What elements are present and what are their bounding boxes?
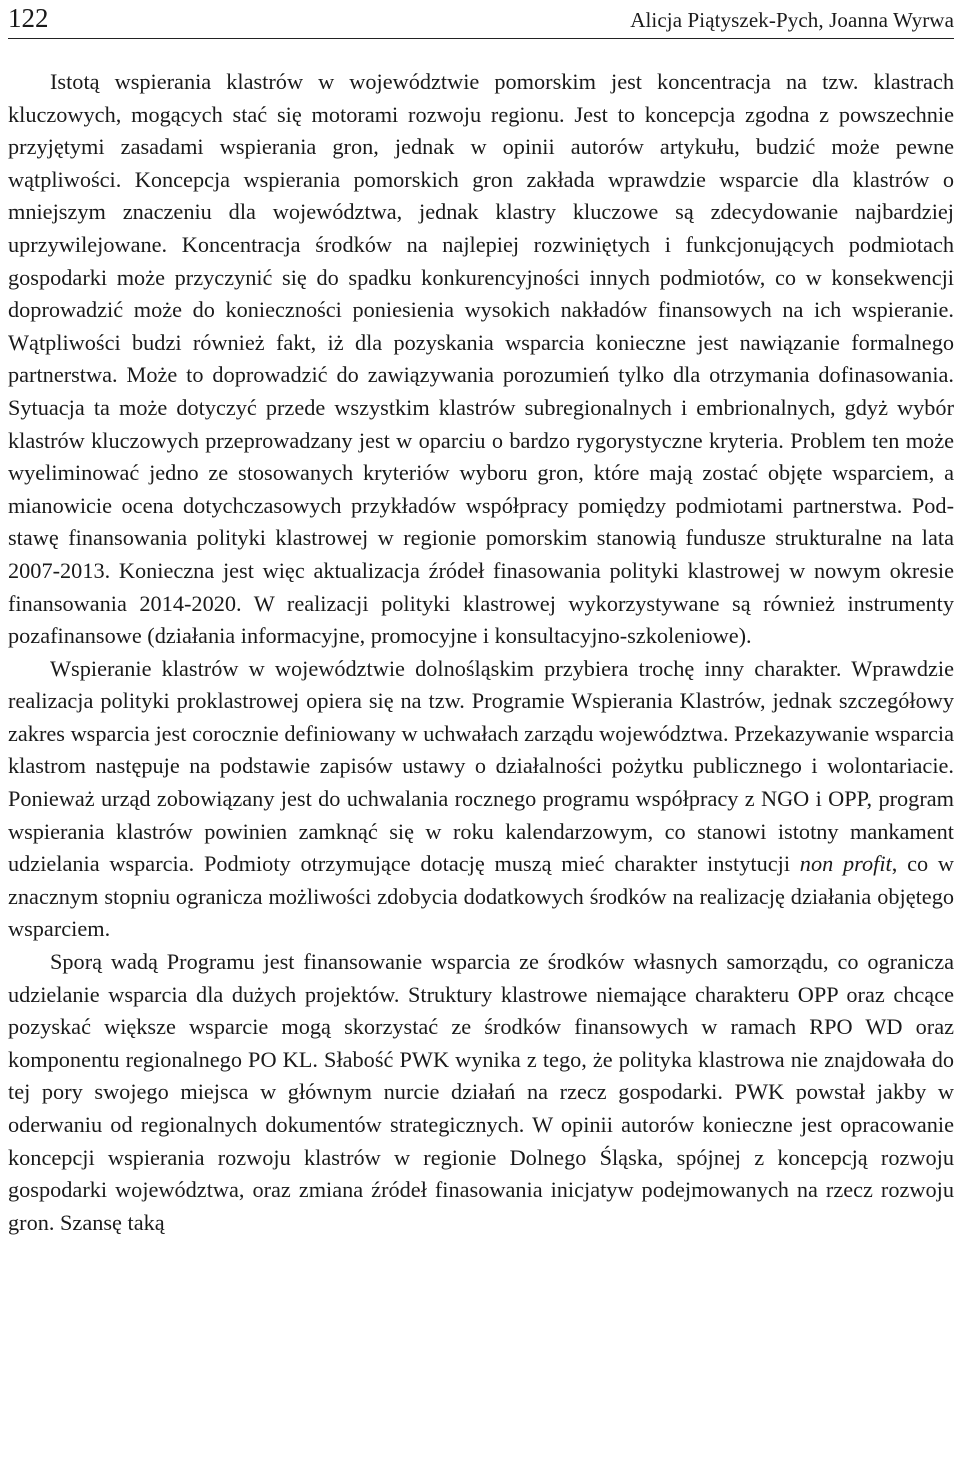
body-text bbox=[8, 66, 954, 1239]
paragraph-text-continued: , co w znacznym stopniu ogranicza możliwości zdobycia dodatkowych środków na realizację działania objętego wsparciem. bbox=[8, 851, 954, 942]
italic-term: non profit bbox=[799, 851, 892, 877]
paragraph bbox=[8, 66, 954, 653]
paragraph-text: Istotą wspierania klastrów w województwie pomorskim jest koncentracja na tzw. klastrach kluczowych, mogących stać się motorami rozwoju regionu. Jest to koncepcja zgodna z powszechnie przyjętymi zasadami wspierania gron, jednak w opinii autorów artykułu, budzić może pewne wątpliwości. Koncepcja wspierania pomorskich gron zakłada wprawdzie wsparcie dla klastrów o mniejszym znaczeniu dla województwa, jednak klastry kluczowe są zdecydowanie najbardziej uprzywilejowane. Koncentracja środków na najlepiej rozwiniętych i funkcjonujących podmiotach gospodarki może przyczynić się do spadku konkurencyjności innych podmiotów, co w konsekwencji doprowadzić może do konieczności poniesienia wysokich nakładów finansowych na ich wspieranie. Wątpliwości budzi również fakt, iż dla pozyskania wsparcia konieczne jest nawiązanie formalnego partnerstwa. Może to doprowadzić do zawiązywania porozumień tylko dla otrzymania dofinasowania. Sytuacja ta może dotyczyć przede wszystkim klastrów subregionalnych i embrionalnych, gdyż wybór klastrów kluczowych przeprowadzany jest w oparciu o bardzo rygorystyczne kryteria. Problem ten może wyeliminować jedno ze stosowanych kryteriów wyboru gron, które mają zostać objęte wsparciem, a mianowicie ocena dotychczasowych przykładów współpracy pomiędzy podmiotami partnerstwa. Podstawę finansowania polityki klastrowej w regionie pomorskim stanowią fundusze strukturalne na lata 2007-2013. Konieczna jest więc aktualizacja źródeł finasowania polityki klastrowej w nowym okresie finansowania 2014-2020. W realizacji polityki klastrowej wykorzystywane są również instrumenty pozafinansowe (działania informacyjne, promocyjne i konsultacyjno-szkoleniowe). bbox=[8, 69, 954, 649]
page-number: 122 bbox=[8, 3, 49, 33]
paragraph-text: Sporą wadą Programu jest finansowanie wsparcia ze środków własnych samorządu, co ogranicza udzielanie wsparcia dla dużych projektów. Struktury klastrowe niemające charakteru OPP oraz chcące pozyskać większe wsparcie mogą skorzystać ze środków finansowych w ramach RPO WD oraz komponentu regionalnego PO KL. Słabość PWK wynika z tego, że polityka klastrowa nie znajdowała do tej pory swojego miejsca w głównym nurcie działań na rzecz gospodarki. PWK powstał jakby w oderwaniu od regionalnych dokumentów strategicznych. W opinii autorów konieczne jest opracowanie koncepcji wspierania rozwoju klastrów w regionie Dolnego Śląska, spójnej z koncepcją rozwoju gospodarki województwa, oraz zmiana źródeł finasowania inicjatyw podejmowanych na rzecz rozwoju gron. Szansę taką bbox=[8, 949, 954, 1235]
paragraph bbox=[8, 653, 954, 946]
paragraph-text: Wspieranie klastrów w województwie dolnośląskim przybiera trochę inny charakter. Wprawdzie realizacja polityki proklastrowej opiera się na tzw. Programie Wspierania Klastrów, jednak szczegółowy zakres wsparcia jest corocznie definiowany w uchwałach zarządu województwa. Przekazywanie wsparcia klastrom następuje na podstawie zapisów ustawy o działalności pożytku publicznego i wolontariacie. Ponieważ urząd zobowiązany jest do uchwalania rocznego programu współpracy z NGO i OPP, program wspierania klastrów powinien zamknąć się w roku kalendarzowym, co stanowi istotny mankament udzielania wsparcia. Podmioty otrzymujące dotację muszą mieć charakter instytucji bbox=[8, 655, 954, 877]
paragraph bbox=[8, 946, 954, 1239]
running-head-authors: Alicja Piątyszek-Pych, Joanna Wyrwa bbox=[630, 8, 954, 32]
page-header bbox=[8, 0, 954, 39]
